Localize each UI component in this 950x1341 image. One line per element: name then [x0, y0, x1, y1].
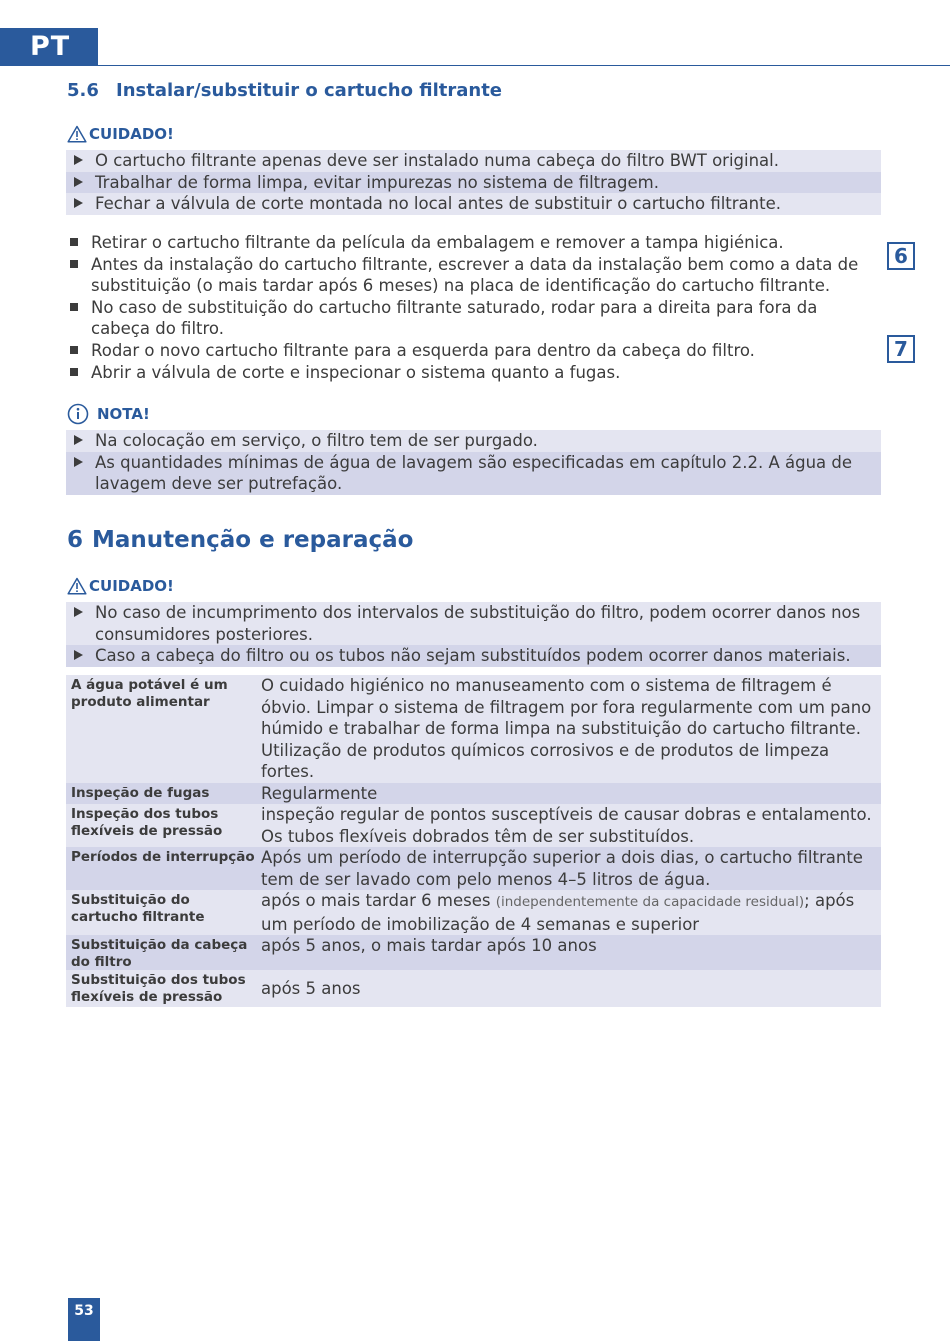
page-number: 53 [68, 1298, 100, 1341]
header-rule [98, 65, 950, 66]
step-item: Abrir a válvula de corte e inspecionar o sistema quanto a fugas. [66, 362, 881, 384]
bullet-arrow-icon [74, 457, 83, 467]
section-heading [67, 80, 502, 101]
caution-item: Trabalhar de forma limpa, evitar impurezas no sistema de filtragem. [66, 172, 881, 194]
caution-item: No caso de incumprimento dos intervalos de substituição do filtro, podem ocorrer danos nos consumidores posteriores. [66, 602, 881, 645]
section-number: 5.6 [67, 80, 99, 101]
caution-heading [67, 125, 174, 143]
table-row [66, 970, 881, 1007]
table-row [66, 935, 881, 970]
info-icon [67, 403, 89, 425]
procedure-steps [66, 232, 881, 383]
caution-label: CUIDADO! [89, 577, 174, 595]
figure-ref-6: 6 [887, 242, 915, 270]
bullet-arrow-icon [74, 155, 83, 165]
table-key: Substituição dos tubos flexíveis de pressão [71, 972, 246, 1005]
step-item: No caso de substituição do cartucho filtrante saturado, rodar para a direita para fora da cabeça do filtro. [66, 297, 881, 340]
bullet-square-icon [70, 346, 78, 354]
caution-label: CUIDADO! [89, 125, 174, 143]
bullet-arrow-icon [74, 650, 83, 660]
caution-heading [67, 577, 174, 595]
chapter-title: Manutenção e reparação [92, 527, 414, 553]
language-tab: PT [0, 28, 98, 66]
bullet-square-icon [70, 260, 78, 268]
warning-icon [67, 125, 87, 143]
table-key: Inspeção dos tubos flexíveis de pressão [71, 806, 223, 839]
chapter-number: 6 [67, 527, 84, 553]
table-key: Períodos de interrupção [71, 849, 255, 865]
table-row [66, 675, 881, 783]
bullet-arrow-icon [74, 435, 83, 445]
note-label: NOTA! [97, 405, 150, 423]
table-value: após 5 anos [261, 979, 361, 998]
table-key: A água potável é um produto alimentar [71, 677, 228, 710]
maintenance-table [66, 675, 881, 1007]
bullet-arrow-icon [74, 177, 83, 187]
bullet-arrow-icon [74, 607, 83, 617]
note-item: As quantidades mínimas de água de lavagem são especificadas em capítulo 2.2. A água de lavagem deve ser putrefação. [66, 452, 881, 495]
table-value: após 5 anos, o mais tardar após 10 anos [261, 936, 597, 955]
chapter-heading [67, 527, 413, 553]
figure-ref-7: 7 [887, 335, 915, 363]
caution-item: Caso a cabeça do filtro ou os tubos não sejam substituídos podem ocorrer danos materiais. [66, 645, 881, 667]
step-item: Retirar o cartucho filtrante da película da embalagem e remover a tampa higiénica. [66, 232, 881, 254]
step-item: Rodar o novo cartucho filtrante para a esquerda para dentro da cabeça do filtro. [66, 340, 881, 362]
caution-list [66, 150, 881, 215]
table-key: Inspeção de fugas [71, 784, 210, 801]
bullet-square-icon [70, 303, 78, 311]
table-row [66, 804, 881, 847]
bullet-square-icon [70, 368, 78, 376]
table-row [66, 847, 881, 890]
table-value: Regularmente [261, 783, 378, 803]
table-row [66, 783, 881, 805]
table-value: Após um período de interrupção superior a dois dias, o cartucho filtrante tem de ser lavado com pelo menos 4–5 litros de água. [261, 848, 863, 889]
step-item: Antes da instalação do cartucho filtrante, escrever a data da instalação bem como a data de substituição (o mais tardar após 6 meses) na placa de identificação do cartucho filtrante. [66, 254, 881, 297]
table-value: após o mais tardar 6 meses (independentemente da capacidade residual); após um período de imobilização de 4 semanas e superior [261, 891, 855, 934]
table-value: inspeção regular de pontos susceptíveis de causar dobras e entalamento. Os tubos flexíveis dobrados têm de ser substituídos. [261, 805, 872, 846]
caution-item: O cartucho filtrante apenas deve ser instalado numa cabeça do filtro BWT original. [66, 150, 881, 172]
note-list [66, 430, 881, 495]
bullet-arrow-icon [74, 198, 83, 208]
table-row [66, 890, 881, 935]
table-value: O cuidado higiénico no manuseamento com o sistema de filtragem é óbvio. Limpar o sistema de filtragem por fora regularmente com um pano húmido e trabalhar de forma limpa na substituição do cartucho filtrante. Utilização de produtos químicos corrosivos e de produtos de limpeza fortes. [261, 676, 872, 781]
note-heading [67, 403, 150, 425]
table-key: Substituição do cartucho filtrante [71, 892, 205, 925]
note-item: Na colocação em serviço, o filtro tem de ser purgado. [66, 430, 881, 452]
table-key: Substituição da cabeça do filtro [71, 937, 248, 970]
caution-item: Fechar a válvula de corte montada no local antes de substituir o cartucho filtrante. [66, 193, 881, 215]
caution-list [66, 602, 881, 667]
bullet-square-icon [70, 238, 78, 246]
warning-icon [67, 577, 87, 595]
section-title: Instalar/substituir o cartucho filtrante [116, 80, 503, 101]
